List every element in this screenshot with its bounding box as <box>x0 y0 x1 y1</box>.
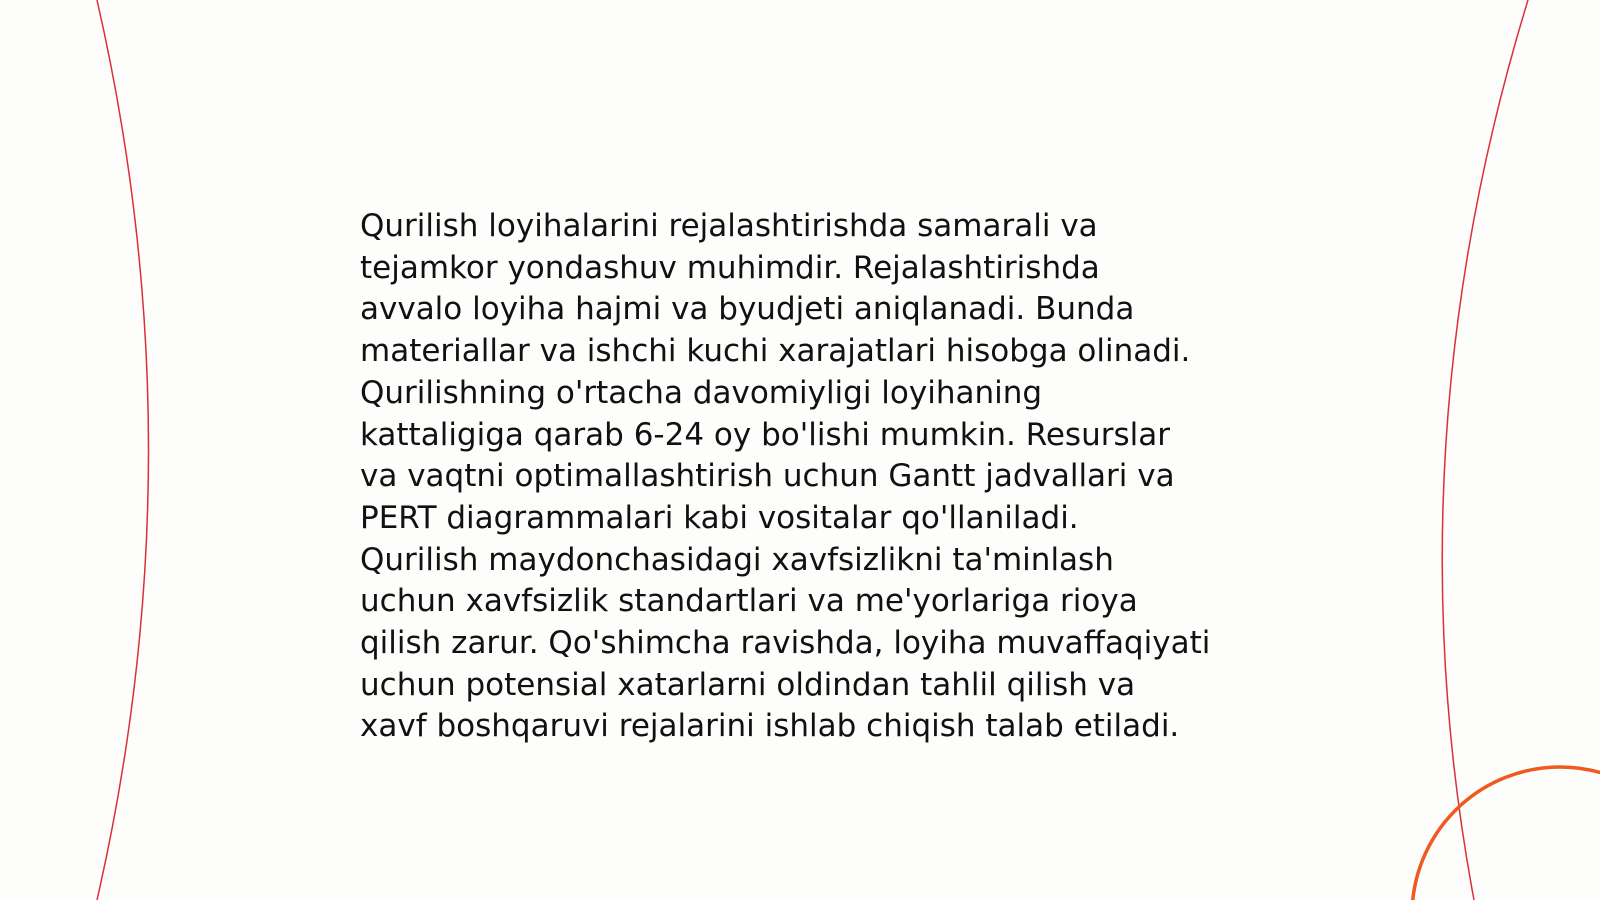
accent-circle-outline <box>1412 767 1600 900</box>
text-line: uchun xavfsizlik standartlari va me'yorlariga rioya <box>360 583 1138 620</box>
left-curve-line <box>97 0 149 900</box>
right-curve-line <box>1442 0 1528 900</box>
text-line: va vaqtni optimallashtirish uchun Gantt jadvallari va <box>360 458 1175 495</box>
text-line: PERT diagrammalari kabi vositalar qo'llaniladi. <box>360 499 1079 536</box>
text-line: qilish zarur. Qo'shimcha ravishda, loyiha muvaffaqiyati <box>360 625 1211 662</box>
slide-body-text <box>360 206 1260 748</box>
text-line: kattaligiga qarab 6-24 oy bo'lishi mumkin. Resurslar <box>360 416 1170 453</box>
text-line: avvalo loyiha hajmi va byudjeti aniqlanadi. Bunda <box>360 291 1135 328</box>
text-line: Qurilishning o'rtacha davomiyligi loyihaning <box>360 374 1043 411</box>
text-line: Qurilish loyihalarini rejalashtirishda samarali va <box>360 208 1098 244</box>
text-line: tejamkor yondashuv muhimdir. Rejalashtirishda <box>360 249 1100 286</box>
text-line: xavf boshqaruvi rejalarini ishlab chiqish talab etiladi. <box>360 708 1180 745</box>
text-line: uchun potensial xatarlarni oldindan tahlil qilish va <box>360 666 1136 703</box>
text-line: materiallar va ishchi kuchi xarajatlari hisobga olinadi. <box>360 333 1191 370</box>
text-line: Qurilish maydonchasidagi xavfsizlikni ta'minlash <box>360 541 1114 578</box>
